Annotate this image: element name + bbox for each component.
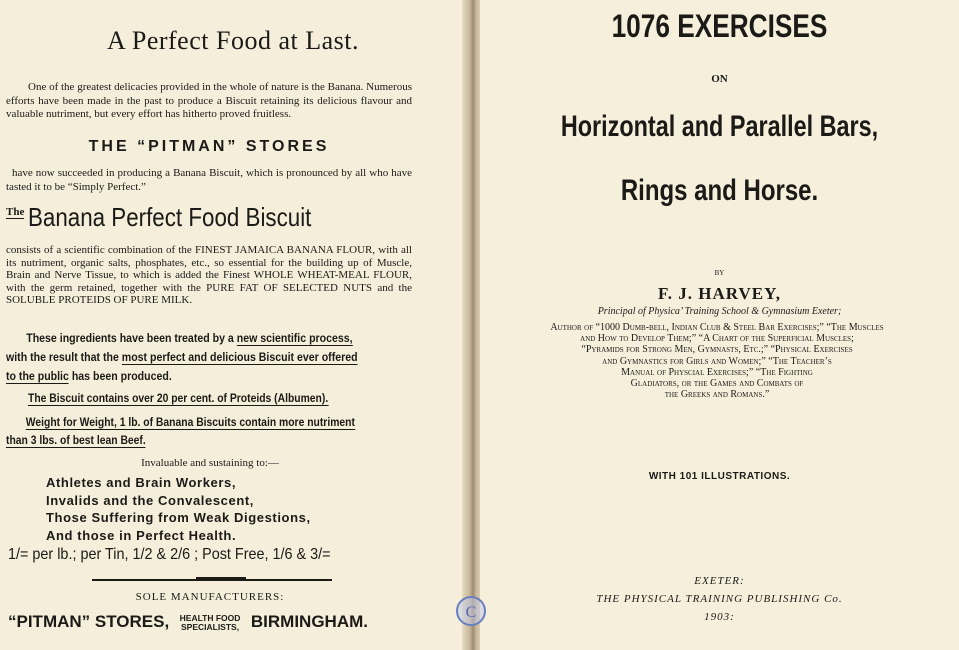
beneficiaries-item: Athletes and Brain Workers,: [46, 475, 237, 490]
title-on: ON: [711, 73, 728, 85]
author-works-line: the Greeks and Romans.”: [664, 389, 770, 401]
beneficiaries-item: Those Suffering from Weak Digestions,: [46, 510, 311, 525]
ingredients-text-4: most perfect and delicious Biscuit ever offered: [121, 352, 358, 364]
author-name: F. J. HARVEY,: [657, 284, 782, 303]
ad-intro: One of the greatest delicacies provided in the whole of nature is the Banana. Numerous efforts have been made in the past to produce a Biscuit retaining its delicious flavour and valuable nutriment, but every effort has hitherto proved fruitless.: [6, 81, 412, 120]
author-works-line: Manual of Physcial Exercises;” “The Fighting: [621, 366, 813, 378]
divider-rule-center: [196, 577, 246, 581]
book-title-number: 1076 EXERCISES: [611, 8, 828, 44]
footer-pitman: “PITMAN” STORES,: [8, 612, 170, 631]
author-works-line: Author of “1000 Dumb-bell, Indian Club & Steel Bar Exercises;” “The Muscles: [550, 322, 884, 333]
beneficiaries-list: [46, 474, 426, 544]
invaluable-text: Invaluable and sustaining to:—: [141, 457, 279, 469]
weight-text-2: than 3 lbs. of best lean Beef.: [6, 435, 146, 447]
price-line: 1/= per lb.; per Tin, 1/2 & 2/6 ; Post Free, 1/6 & 3/=: [8, 546, 331, 563]
right-page-title: [480, 0, 959, 650]
ingredients-text-2: new scientific process,: [236, 333, 353, 345]
stores-text: have now succeeded in producing a Banana Biscuit, which is pronounced by all who have tasted it to be “Simply Perfect.”: [6, 167, 412, 193]
sole-manufacturers: SOLE MANUFACTURERS:: [135, 591, 285, 603]
publisher-name: THE PHYSICAL TRAINING PUBLISHING Co.: [596, 593, 843, 605]
book-title-sub: Rings and Horse.: [620, 174, 819, 207]
author-works-line: Gladiators, or the Games and Combats of: [630, 378, 804, 390]
author-works-line: “Pyramids for Strong Men, Gymnasts, Etc.;” “Physical Exercises: [581, 344, 853, 356]
footer-health-line: HEALTH FOOD: [179, 612, 241, 623]
title-by: BY: [714, 269, 725, 277]
stores-heading: THE “PITMAN” STORES: [88, 138, 330, 155]
ingredients-text-5: to the public: [6, 371, 69, 383]
biscuit-title-block: [6, 202, 418, 242]
publish-year: 1903:: [704, 611, 735, 623]
weight-text-1: Weight for Weight, 1 lb. of Banana Biscuits contain more nutriment: [25, 417, 355, 429]
ad-headline: A Perfect Food at Last.: [107, 26, 359, 55]
beneficiaries-item: Invalids and the Convalescent,: [46, 492, 254, 508]
ingredients-text-1: These ingredients have been treated by a: [26, 333, 234, 345]
weight-paragraph: [6, 414, 402, 450]
publish-place: EXETER:: [694, 575, 745, 587]
footer-company: [8, 612, 448, 642]
beneficiaries-item: And those in Perfect Health.: [46, 527, 237, 543]
biscuit-title: Banana Perfect Food Biscuit: [28, 202, 312, 232]
footer-health-line: SPECIALISTS,: [180, 621, 240, 632]
ingredients-paragraph: [6, 330, 385, 387]
copyright-stamp-icon: C: [456, 596, 486, 626]
author-works-line: and How to Develop Them;” “A Chart of the Superficial Muscles;: [580, 333, 854, 345]
author-position: Principal of Physica’ Training School & Gymnasium Exeter;: [597, 306, 842, 317]
footer-health: [180, 614, 241, 632]
proteids-text: The Biscuit contains over 20 per cent. of Proteids (Albumen).: [28, 393, 329, 405]
proteids-line: [28, 393, 406, 405]
author-works-line: and Gymnastics for Girls and Women;” “The Teacher’s: [602, 355, 832, 367]
left-page-advertisement: [0, 0, 466, 650]
biscuit-title-the: The: [6, 206, 25, 218]
biscuit-composition: consists of a scientific combination of the FINEST JAMAICA BANANA FLOUR, with all its nutriment, organic salts, phosphates, etc., so essential for the building up of Muscle, Brain and Nerve Tissue, to which is added the Finest WHOLE WHEAT-MEAL FLOUR, with the germ retained, together with the PURE FAT OF SELECTED NUTS and the SOLUBLE PROTEIDS OF PURE MILK.: [6, 244, 412, 307]
book-title-main: Horizontal and Parallel Bars,: [560, 110, 879, 143]
author-works: [492, 322, 942, 400]
ingredients-text-6: has been produced.: [71, 371, 172, 383]
illustrations-note: WITH 101 ILLUSTRATIONS.: [648, 471, 791, 482]
ingredients-text-3: with the result that the: [6, 352, 119, 364]
footer-city: BIRMINGHAM.: [250, 612, 368, 631]
